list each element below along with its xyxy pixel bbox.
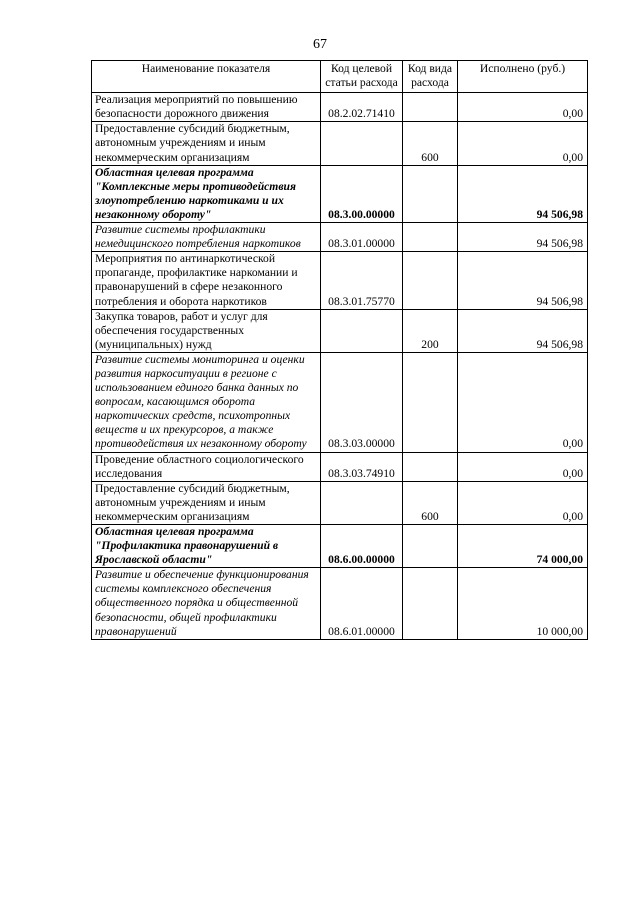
header-target-code: Код целевой статьи расхода xyxy=(321,61,403,93)
table-row xyxy=(92,93,588,122)
row-target-code-cell: 08.3.03.74910 xyxy=(321,452,403,481)
row-type-code-cell xyxy=(403,223,458,252)
row-target-code-cell xyxy=(321,481,403,524)
row-name-cell: Проведение областного социологического исследования xyxy=(92,452,321,481)
table-row xyxy=(92,122,588,165)
row-executed-cell: 94 506,98 xyxy=(458,223,588,252)
table-row xyxy=(92,452,588,481)
table-body xyxy=(92,93,588,640)
row-executed-cell: 10 000,00 xyxy=(458,568,588,639)
row-target-code-cell xyxy=(321,122,403,165)
row-name-cell: Развитие и обеспечение функционирования системы комплексного обеспечения общественного порядка и общественной безопасности, общей профилактики правонарушений xyxy=(92,568,321,639)
row-target-code-cell: 08.3.00.00000 xyxy=(321,165,403,222)
row-type-code-cell xyxy=(403,525,458,568)
row-executed-cell: 0,00 xyxy=(458,93,588,122)
row-executed-cell: 74 000,00 xyxy=(458,525,588,568)
row-name-cell: Областная целевая программа "Комплексные меры противодействия злоупотреблению наркотиками и их незаконному обороту" xyxy=(92,165,321,222)
row-executed-cell: 0,00 xyxy=(458,122,588,165)
row-target-code-cell: 08.3.03.00000 xyxy=(321,352,403,452)
table-row xyxy=(92,165,588,222)
row-type-code-cell: 600 xyxy=(403,122,458,165)
row-executed-cell: 94 506,98 xyxy=(458,252,588,309)
row-name-cell: Закупка товаров, работ и услуг для обеспечения государственных (муниципальных) нужд xyxy=(92,309,321,352)
row-name-cell: Реализация мероприятий по повышению безопасности дорожного движения xyxy=(92,93,321,122)
expenditure-table xyxy=(91,60,588,640)
table-row xyxy=(92,525,588,568)
row-target-code-cell: 08.6.00.00000 xyxy=(321,525,403,568)
row-type-code-cell: 600 xyxy=(403,481,458,524)
header-executed: Исполнено (руб.) xyxy=(458,61,588,93)
table-row xyxy=(92,223,588,252)
row-executed-cell: 0,00 xyxy=(458,352,588,452)
row-executed-cell: 0,00 xyxy=(458,452,588,481)
header-type-code: Код вида расхода xyxy=(403,61,458,93)
row-type-code-cell xyxy=(403,252,458,309)
row-target-code-cell xyxy=(321,309,403,352)
row-type-code-cell xyxy=(403,165,458,222)
row-type-code-cell: 200 xyxy=(403,309,458,352)
row-name-cell: Развитие системы мониторинга и оценки развития наркоситуации в регионе с использованием единого банка данных по вопросам, касающимся оборота наркотических средств, психотропных веществ и их прекурсоров, а также противодействия их незаконному обороту xyxy=(92,352,321,452)
row-target-code-cell: 08.3.01.75770 xyxy=(321,252,403,309)
table-row xyxy=(92,309,588,352)
table-row xyxy=(92,252,588,309)
table-row xyxy=(92,481,588,524)
row-executed-cell: 94 506,98 xyxy=(458,309,588,352)
row-target-code-cell: 08.6.01.00000 xyxy=(321,568,403,639)
table-header-row xyxy=(92,61,588,93)
table-row xyxy=(92,352,588,452)
row-executed-cell: 0,00 xyxy=(458,481,588,524)
page-number: 67 xyxy=(313,37,327,52)
row-target-code-cell: 08.3.01.00000 xyxy=(321,223,403,252)
row-target-code-cell: 08.2.02.71410 xyxy=(321,93,403,122)
header-name: Наименование показателя xyxy=(92,61,321,93)
row-type-code-cell xyxy=(403,452,458,481)
row-name-cell: Предоставление субсидий бюджетным, автономным учреждениям и иным некоммерческим организациям xyxy=(92,122,321,165)
row-executed-cell: 94 506,98 xyxy=(458,165,588,222)
row-name-cell: Областная целевая программа "Профилактика правонарушений в Ярославской области" xyxy=(92,525,321,568)
row-type-code-cell xyxy=(403,568,458,639)
table-row xyxy=(92,568,588,639)
row-name-cell: Мероприятия по антинаркотической пропаганде, профилактике наркомании и правонарушений в сфере незаконного потребления и оборота наркотиков xyxy=(92,252,321,309)
row-type-code-cell xyxy=(403,93,458,122)
row-type-code-cell xyxy=(403,352,458,452)
row-name-cell: Развитие системы профилактики немедицинского потребления наркотиков xyxy=(92,223,321,252)
row-name-cell: Предоставление субсидий бюджетным, автономным учреждениям и иным некоммерческим организациям xyxy=(92,481,321,524)
